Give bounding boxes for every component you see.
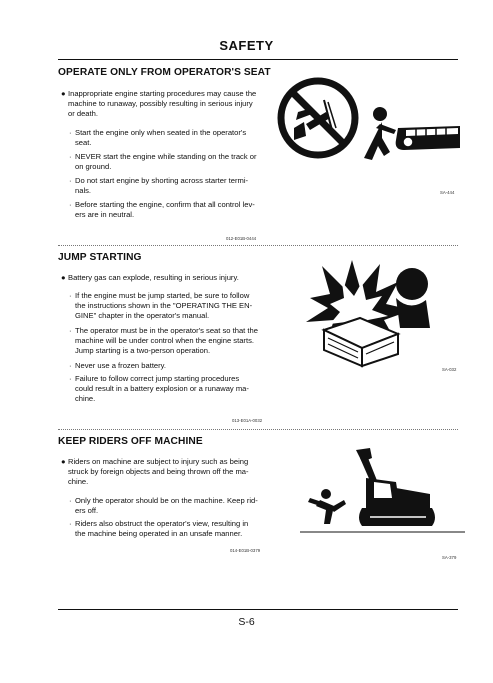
text-line: struck by foreign objects and being thrown off the ma-	[68, 467, 249, 477]
text-line: on ground.	[75, 162, 112, 172]
sub-bullet-icon: ·	[69, 176, 72, 185]
page-number: S-6	[238, 616, 255, 628]
footer-rule	[58, 609, 458, 610]
sub-bullet-icon: ·	[69, 200, 72, 209]
text-line: Failure to follow correct jump starting procedures	[75, 374, 240, 383]
bullet-icon: ●	[61, 273, 66, 282]
sub-bullet-item	[69, 361, 167, 371]
text-line: could result in a battery explosion or a runaway ma-	[75, 384, 249, 394]
sub-bullet-icon: ·	[69, 326, 72, 335]
text-line: the machine being operated in an unsafe manner.	[75, 529, 243, 539]
text-line: If the engine must be jump started, be sure to follow	[75, 291, 250, 300]
bullet-icon: ●	[61, 457, 66, 466]
text-line: or death.	[68, 109, 98, 119]
figure-code: SA-032	[442, 367, 457, 372]
sub-bullet-item	[69, 200, 255, 220]
bullet-icon: ●	[61, 89, 66, 98]
text-line: Jump starting is a two-person operation.	[75, 346, 211, 356]
reference-code: 013-E01A-0032	[232, 418, 263, 423]
section-keep-riders-off	[58, 436, 458, 447]
figure-code: SA-444	[440, 190, 455, 195]
text-line: Never use a frozen battery.	[75, 361, 167, 370]
section-divider	[58, 429, 458, 430]
header-rule	[58, 59, 458, 60]
text-line: GINE" chapter in the operator's manual.	[75, 311, 210, 321]
sub-bullet-item	[69, 176, 249, 196]
text-line: the instructions shown in the "OPERATING THE EN-	[75, 301, 253, 311]
sub-bullet-item	[69, 152, 257, 172]
bullet-paragraph	[61, 89, 257, 120]
prohibition-illustration	[276, 78, 466, 198]
reference-code: 014-E01B-0379	[230, 548, 261, 553]
sub-bullet-icon: ·	[69, 519, 72, 528]
crawler-track-icon	[396, 126, 460, 150]
text-line: Riders also obstruct the operator's view, resulting in	[75, 519, 249, 528]
section-title: KEEP RIDERS OFF MACHINE	[58, 436, 203, 447]
excavator-rider-illustration	[300, 448, 465, 543]
text-line: NEVER start the engine while standing on the track or	[75, 152, 257, 161]
sub-bullet-icon: ·	[69, 496, 72, 505]
sub-bullet-icon: ·	[69, 291, 72, 300]
figure-code: SA-379	[442, 555, 457, 560]
text-line: Start the engine only when seated in the operator's	[75, 128, 247, 137]
falling-rider-icon	[308, 489, 346, 524]
section-operate-from-seat	[58, 67, 458, 78]
text-line: machine will be under control when the engine starts.	[75, 336, 254, 346]
sub-bullet-icon: ·	[69, 374, 72, 383]
section-title: JUMP STARTING	[58, 252, 142, 263]
sub-bullet-item	[69, 326, 258, 357]
text-line: machine to runaway, possibly resulting in serious injury	[68, 99, 253, 109]
text-line: Battery gas can explode, resulting in serious injury.	[68, 273, 239, 282]
text-line: chine.	[75, 394, 96, 404]
prohibition-sign-icon	[281, 81, 355, 155]
sub-bullet-item	[69, 374, 249, 405]
text-line: Only the operator should be on the machine. Keep rid-	[75, 496, 258, 505]
text-line: Inappropriate engine starting procedures may cause the	[68, 89, 257, 98]
text-line: seat.	[75, 138, 92, 148]
sub-bullet-item	[69, 291, 253, 322]
text-line: The operator must be in the operator's seat so that the	[75, 326, 258, 335]
text-line: nals.	[75, 186, 92, 196]
text-line: Before starting the engine, confirm that all control lev-	[75, 200, 255, 209]
excavator-icon	[356, 448, 435, 526]
reference-code: 012-E01B-0444	[226, 236, 257, 241]
text-line: ers are in neutral.	[75, 210, 135, 220]
text-line: Riders on machine are subject to injury such as being	[68, 457, 249, 466]
bullet-paragraph	[61, 273, 239, 283]
text-line: chine.	[68, 477, 89, 487]
sub-bullet-item	[69, 128, 247, 148]
page-header-title: SAFETY	[219, 38, 274, 53]
falling-person-icon	[364, 107, 396, 160]
person-head-icon	[396, 268, 430, 328]
section-title: OPERATE ONLY FROM OPERATOR'S SEAT	[58, 67, 271, 78]
sub-bullet-item	[69, 519, 249, 539]
text-line: Do not start engine by shorting across starter termi-	[75, 176, 249, 185]
sub-bullet-icon: ·	[69, 152, 72, 161]
sub-bullet-item	[69, 496, 258, 516]
sub-bullet-icon: ·	[69, 128, 72, 137]
text-line: ers off.	[75, 506, 99, 516]
section-divider	[58, 245, 458, 246]
sub-bullet-icon: ·	[69, 361, 72, 370]
bullet-paragraph	[61, 457, 249, 488]
battery-explosion-illustration	[300, 258, 450, 373]
